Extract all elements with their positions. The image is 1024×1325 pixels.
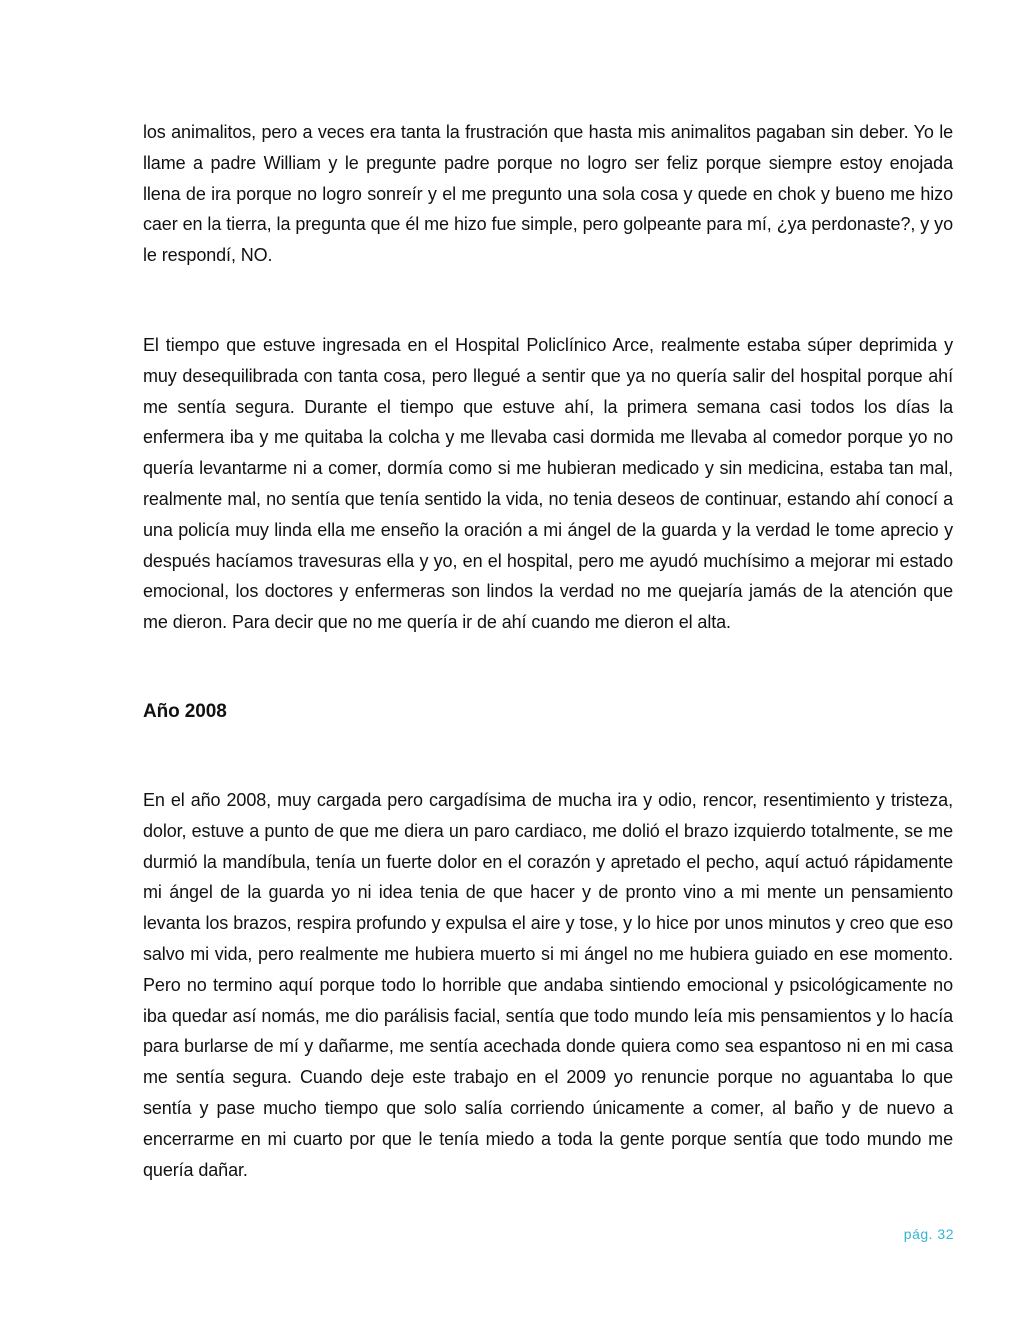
section-heading: Año 2008 <box>143 701 227 722</box>
page-number: pág. 32 <box>903 1226 954 1242</box>
paragraph-hospital: El tiempo que estuve ingresada en el Hospital Policlínico Arce, realmente estaba súper deprimida y muy desequilibrada con tanta cosa, pero llegué a sentir que ya no quería salir del hospital porque ahí me sentía segura. Durante el tiempo que estuve ahí, la primera semana casi todos los días la enfermera iba y me quitaba la colcha y me llevaba casi dormida me llevaba al comedor porque yo no quería levantarme ni a comer, dormía como si me hubieran medicado y sin medicina, estaba tan mal, realmente mal, no sentía que tenía sentido la vida, no tenia deseos de continuar, estando ahí conocí a una policía muy linda ella me enseño la oración a mi ángel de la guarda y la verdad le tome aprecio y después hacíamos travesuras ella y yo, en el hospital, pero me ayudó muchísimo a mejorar mi estado emocional, los doctores y enfermeras son lindos la verdad no me quejaría jamás de la atención que me dieron. Para decir que no me quería ir de ahí cuando me dieron el alta. <box>143 335 953 633</box>
paragraph-year-2008: En el año 2008, muy cargada pero cargadísima de mucha ira y odio, rencor, resentimiento y tristeza, dolor, estuve a punto de que me diera un paro cardiaco, me dolió el brazo izquierdo totalmente, se me durmió la mandíbula, tenía un fuerte dolor en el corazón y apretado el pecho, aquí actuó rápidamente mi ángel de la guarda yo ni idea tenia de que hacer y de pronto vino a mi mente un pensamiento levanta los brazos, respira profundo y expulsa el aire y tose, y lo hice por unos minutos y creo que eso salvo mi vida, pero realmente me hubiera muerto si mi ángel no me hubiera guiado en ese momento. Pero no termino aquí porque todo lo horrible que andaba sintiendo emocional y psicológicamente no iba quedar así nomás, me dio parálisis facial, sentía que todo mundo leía mis pensamientos y lo hacía para burlarse de mí y dañarme, me sentía acechada donde quiera como sea espantoso ni en mi casa me sentía segura. Cuando deje este trabajo en el 2009 yo renuncie porque no aguantaba lo que sentía y pase mucho tiempo que solo salía corriendo únicamente a comer, al baño y de nuevo a encerrarme en mi cuarto por que le tenía miedo a toda la gente porque sentía que todo mundo me quería dañar. <box>143 790 953 1180</box>
paragraph-forgiveness: los animalitos, pero a veces era tanta la frustración que hasta mis animalitos pagaban sin deber. Yo le llame a padre William y le pregunte padre porque no logro ser feliz porque siempre estoy enojada llena de ira porque no logro sonreír y el me pregunto una sola cosa y quede en chok y bueno me hizo caer en la tierra, la pregunta que él me hizo fue simple, pero golpeante para mí, ¿ya perdonaste?, y yo le respondí, NO. <box>143 122 953 266</box>
